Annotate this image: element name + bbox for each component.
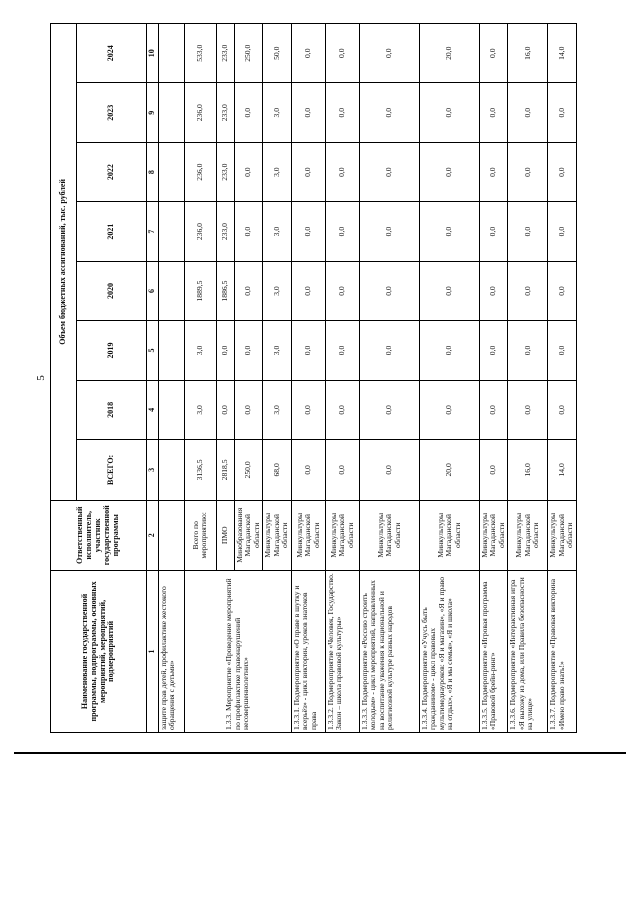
value-cell: 236,0 [184, 83, 216, 142]
value-cell: 0,0 [234, 83, 263, 142]
value-cell: 0,0 [479, 261, 508, 320]
value-cell: 14,0 [548, 24, 577, 84]
value-cell: 0,0 [548, 321, 577, 380]
value-cell: 1886,5 [216, 261, 234, 320]
value-cell: 1889,5 [184, 261, 216, 320]
year-header: 2024 [77, 24, 147, 84]
value-cell: 0,0 [419, 380, 479, 439]
value-cell: 533,0 [184, 24, 216, 84]
value-cell: 3,0 [263, 321, 292, 380]
value-cell: 0,0 [419, 83, 479, 142]
year-header: 2022 [77, 142, 147, 201]
value-cell: 0,0 [325, 202, 359, 261]
value-cell: 16,0 [508, 24, 548, 84]
value-cell: 14,0 [548, 440, 577, 501]
value-cell: 0,0 [479, 83, 508, 142]
value-cell: 0,0 [325, 142, 359, 201]
value-cell: 0,0 [291, 24, 325, 84]
executor-cell: Минобразования Магаданской области [234, 500, 263, 570]
table-row [359, 24, 419, 733]
value-cell: 0,0 [479, 24, 508, 84]
year-header: ВСЕГО: [77, 440, 147, 501]
value-cell: 0,0 [359, 142, 419, 201]
value-cell: 2818,5 [216, 440, 234, 501]
value-cell: 0,0 [291, 83, 325, 142]
column-number: 5 [147, 321, 159, 380]
value-cell: 0,0 [325, 83, 359, 142]
value-cell: 0,0 [359, 261, 419, 320]
value-cell: 250,0 [234, 440, 263, 501]
value-cell: 233,0 [216, 142, 234, 201]
horizontal-rule [14, 752, 626, 754]
value-cell: 0,0 [325, 261, 359, 320]
value-cell: 0,0 [508, 142, 548, 201]
value-cell: 0,0 [234, 321, 263, 380]
value-cell: 0,0 [548, 83, 577, 142]
value-cell: 233,0 [216, 202, 234, 261]
column-number: 8 [147, 142, 159, 201]
executor-cell: Минкультуры Магаданской области [508, 500, 548, 570]
value-cell: 0,0 [508, 261, 548, 320]
value-cell: 0,0 [234, 380, 263, 439]
year-header: 2021 [77, 202, 147, 261]
value-cell: 3,0 [263, 83, 292, 142]
value-cell: 0,0 [291, 380, 325, 439]
table-row [419, 24, 479, 733]
value-cell: 3,0 [263, 202, 292, 261]
column-number: 4 [147, 380, 159, 439]
continuation-name: защите прав детей, профилактике жестокого обращения с детьми» [158, 570, 184, 732]
value-cell: 236,0 [184, 202, 216, 261]
value-cell: 0,0 [359, 202, 419, 261]
executor-cell: Минкультуры Магаданской области [359, 500, 419, 570]
column-number: 6 [147, 261, 159, 320]
year-header: 2018 [77, 380, 147, 439]
value-cell: 0,0 [479, 321, 508, 380]
column-number: 2 [147, 500, 159, 570]
value-cell: 0,0 [419, 202, 479, 261]
value-cell: 0,0 [234, 142, 263, 201]
executor-cell: Минкультуры Магаданской области [291, 500, 325, 570]
name-column-header: Наименование государственной программы, подпрограммы, основных мероприятий, мероприятий, подмероприятий [51, 570, 147, 732]
group-name: 1.3.3. Мероприятие «Проведение мероприятий по профилактике правонарушений несовершеннолетних» [184, 570, 291, 732]
column-number: 3 [147, 440, 159, 501]
column-number: 9 [147, 83, 159, 142]
value-cell: 0,0 [508, 202, 548, 261]
value-cell: 0,0 [234, 202, 263, 261]
value-cell: 0,0 [548, 142, 577, 201]
executor-cell: Минкультуры Магаданской области [479, 500, 508, 570]
value-cell: 0,0 [325, 321, 359, 380]
value-cell: 0,0 [359, 321, 419, 380]
value-cell: 0,0 [479, 440, 508, 501]
value-cell: 0,0 [479, 142, 508, 201]
value-cell: 20,0 [419, 24, 479, 84]
subevent-name: 1.3.3.4. Подмероприятие «Учусь быть гражданином» - цикл правовых мультимедиауроков: «Я и магазин», «Я и право на отдых», «Я и мы семья», «Я и школа» [419, 570, 479, 732]
value-cell: 0,0 [291, 440, 325, 501]
subevent-name: 1.3.3.5. Подмероприятие «Игровая программа «Правовой брейн-ринг» [479, 570, 508, 732]
subevent-name: 1.3.3.3. Подмероприятие «Россию строить молодым» - цикл мероприятий, направленных на воспитание уважения к национальной и религиозной культуре разных народов [359, 570, 419, 732]
value-cell: 0,0 [359, 24, 419, 84]
value-cell: 0,0 [508, 380, 548, 439]
value-cell: 50,0 [263, 24, 292, 84]
year-header: 2023 [77, 83, 147, 142]
table-row [184, 24, 216, 733]
value-cell: 3,0 [263, 142, 292, 201]
value-cell: 0,0 [479, 202, 508, 261]
executor-cell: Минкультуры Магаданской области [263, 500, 292, 570]
executor-cell: ПМО [216, 500, 234, 570]
value-cell: 0,0 [325, 380, 359, 439]
table-row [291, 24, 325, 733]
value-cell: 0,0 [419, 142, 479, 201]
value-cell: 3,0 [184, 380, 216, 439]
subevent-name: 1.3.3.2. Подмероприятие «Человек, Государство. Закон – школа правовой культуры» [325, 570, 359, 732]
value-cell: 3,0 [263, 261, 292, 320]
value-cell: 0,0 [359, 83, 419, 142]
column-number: 1 [147, 570, 159, 732]
executor-cell: Минкультуры Магаданской области [419, 500, 479, 570]
budget-table [50, 23, 577, 733]
value-cell: 68,0 [263, 440, 292, 501]
rotated-page [32, 23, 624, 733]
subevent-name: 1.3.3.1. Подмероприятие «О праве в шутку и всерьёз» - цикл викторин, уроков знатоков права [291, 570, 325, 732]
value-cell: 16,0 [508, 440, 548, 501]
executor-cell: Минкультуры Магаданской области [325, 500, 359, 570]
value-cell: 0,0 [291, 261, 325, 320]
value-cell: 233,0 [216, 24, 234, 84]
value-cell: 0,0 [508, 83, 548, 142]
value-cell: 0,0 [291, 321, 325, 380]
value-cell: 3,0 [184, 321, 216, 380]
value-cell: 0,0 [234, 261, 263, 320]
column-number: 10 [147, 24, 159, 84]
value-cell: 0,0 [508, 321, 548, 380]
value-cell: 0,0 [419, 321, 479, 380]
subevent-name: 1.3.3.6. Подмероприятие «Интерактивная игра «Я выхожу из дома, или Правила безопасности на улице» [508, 570, 548, 732]
value-cell: 0,0 [325, 24, 359, 84]
executor-column-header: Ответственный исполнитель, участник государственной программы [51, 500, 147, 570]
table-row [548, 24, 577, 733]
value-cell: 0,0 [419, 261, 479, 320]
column-number: 7 [147, 202, 159, 261]
table-row [479, 24, 508, 733]
value-cell: 0,0 [291, 202, 325, 261]
value-cell: 233,0 [216, 83, 234, 142]
table-row [158, 24, 184, 733]
value-cell: 0,0 [548, 380, 577, 439]
executor-cell: Всего по мероприятию: [184, 500, 216, 570]
value-cell: 0,0 [291, 142, 325, 201]
volume-header: Объем бюджетных ассигнований, тыс. рублей [51, 24, 77, 501]
table-row [325, 24, 359, 733]
value-cell: 0,0 [479, 380, 508, 439]
year-header: 2019 [77, 321, 147, 380]
value-cell: 0,0 [548, 261, 577, 320]
value-cell: 0,0 [325, 440, 359, 501]
value-cell: 250,0 [234, 24, 263, 84]
table-row [508, 24, 548, 733]
value-cell: 0,0 [216, 380, 234, 439]
value-cell: 20,0 [419, 440, 479, 501]
subevent-name: 1.3.3.7. Подмероприятие «Правовая викторина «Имею право знать!» [548, 570, 577, 732]
value-cell: 0,0 [359, 440, 419, 501]
value-cell: 3,0 [263, 380, 292, 439]
value-cell: 236,0 [184, 142, 216, 201]
value-cell: 0,0 [216, 321, 234, 380]
executor-cell: Минкультуры Магаданской области [548, 500, 577, 570]
value-cell: 3136,5 [184, 440, 216, 501]
value-cell: 0,0 [359, 380, 419, 439]
year-header: 2020 [77, 261, 147, 320]
value-cell: 0,0 [548, 202, 577, 261]
page-number: 5 [35, 375, 47, 381]
